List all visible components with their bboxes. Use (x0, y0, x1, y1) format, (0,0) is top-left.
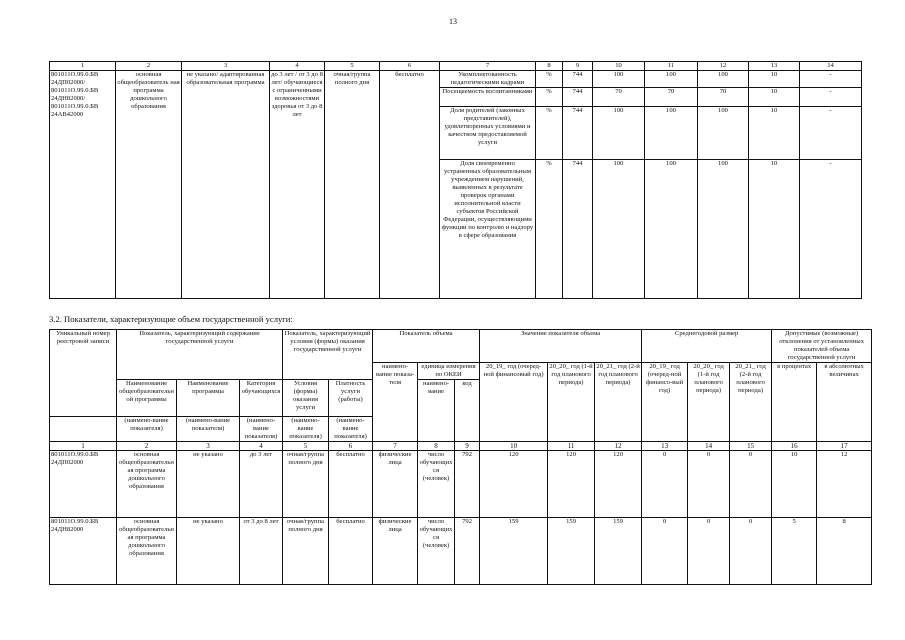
col-number: 1 (50, 442, 117, 451)
column-number-row (50, 442, 872, 451)
indicator-deviation-abs: - (800, 160, 862, 299)
indicator-value-y2: 100 (645, 71, 698, 88)
indicator-deviation: 10 (749, 160, 800, 299)
header-value-y1: 20_19_ год (очеред-ной финансовый год) (480, 363, 548, 442)
condition-form: очная/группа полного дня (325, 71, 380, 299)
header-value: Значение показателя объема (480, 330, 642, 363)
registry-code: 801011О.99.0.БВ 24ДП02000 (50, 451, 117, 518)
volume-indicator: физические лица (373, 451, 418, 518)
value-y1: 159 (480, 518, 548, 585)
header-program-name: Наименование программы (177, 380, 240, 417)
payment: бесплатно (329, 518, 373, 585)
header-indicator-name: (наимено-вание показателя) (240, 417, 283, 442)
col-number: 9 (563, 62, 593, 71)
form: очная/группа полного дня (283, 451, 329, 518)
col-number: 10 (480, 442, 548, 451)
indicator-deviation: 10 (749, 71, 800, 88)
col-number: 12 (698, 62, 749, 71)
avg-y2: 0 (688, 518, 730, 585)
indicator-name: Укомплектованность педагогическими кадрами (440, 71, 536, 88)
page-number: 13 (449, 17, 457, 26)
avg-y1: 0 (642, 451, 688, 518)
indicator-okei: 744 (563, 71, 593, 88)
header-indicator-name: (наимено-вание показателя) (329, 417, 373, 442)
header-okei: единица измерения по ОКЕИ (418, 363, 480, 380)
okei-code: 792 (455, 518, 480, 585)
header-deviation: Допустимые (возможные) отклонения от установленных показателей объема государственной услуги (772, 330, 872, 363)
header-indicator-name: (наимено-вание показателя) (117, 417, 177, 442)
table-row (50, 451, 872, 518)
category: от 3 до 8 лет (240, 518, 283, 585)
col-number: 2 (116, 62, 182, 71)
col-number: 3 (182, 62, 270, 71)
column-number-row (50, 62, 862, 71)
deviation-pct: 5 (772, 518, 817, 585)
table-row (50, 518, 872, 585)
indicator-deviation-abs: - (800, 88, 862, 107)
indicator-unit: % (536, 107, 563, 160)
value-y2: 159 (548, 518, 595, 585)
indicator-unit: % (536, 88, 563, 107)
header-value-y2: 20_20_ год (1-й год планового периода) (548, 363, 595, 442)
avg-y2: 0 (688, 451, 730, 518)
avg-y1: 0 (642, 518, 688, 585)
deviation-abs: 8 (817, 518, 872, 585)
col-number: 17 (817, 442, 872, 451)
header-okei-code: код (455, 380, 480, 442)
indicator-deviation-abs: - (800, 71, 862, 88)
indicator-deviation: 10 (749, 107, 800, 160)
program: основная общеобразовательная программа дошкольного образования (117, 518, 177, 585)
header-form: Условия (формы) оказания услуги (283, 380, 329, 417)
header-content: Показатель, характеризующий содержание государственной услуги (117, 330, 283, 380)
indicator-value-y3: 70 (698, 88, 749, 107)
col-number: 11 (645, 62, 698, 71)
indicator-name: Доля своевременно устраненных образовательным учреждением нарушений, выявленных в результате проверок органами исполнительной власти субъектов Российской Федерации, осуществляющими функции по контролю и надзору в сфере образования (440, 160, 536, 299)
quality-indicators-table (49, 61, 862, 299)
value-y3: 120 (595, 451, 642, 518)
indicator-value-y3: 100 (698, 160, 749, 299)
col-number: 6 (380, 62, 440, 71)
indicator-value-y1: 100 (593, 160, 645, 299)
header-blank (50, 417, 117, 442)
volume-indicator: физические лица (373, 518, 418, 585)
col-number: 4 (270, 62, 325, 71)
registry-code: 801011О.99.0.БВ 24ДН82000 (50, 518, 117, 585)
header-unique-number: Уникальный номер реестровой записи (50, 330, 117, 417)
header-average: Среднегодовой размер (642, 330, 772, 363)
col-number: 5 (325, 62, 380, 71)
table-row (50, 71, 862, 88)
header-okei-name: наимено-вание (418, 380, 455, 442)
condition-payment: бесплатно (380, 71, 440, 299)
header-value-y3: 20_21_ год (2-й год планового периода) (595, 363, 642, 442)
content-category: до 3 лет / от 3 до 8 лет/ обучающиеся с ограниченными возможностями здоровья от 3 до 8 лет (270, 71, 325, 299)
col-number: 15 (730, 442, 772, 451)
indicator-value-y2: 70 (645, 88, 698, 107)
indicator-value-y1: 70 (593, 88, 645, 107)
indicator-okei: 744 (563, 107, 593, 160)
indicator-unit: % (536, 160, 563, 299)
okei-unit: число обучающихся (человек) (418, 451, 455, 518)
col-number: 7 (373, 442, 418, 451)
col-number: 14 (800, 62, 862, 71)
form: очная/группа полного дня (283, 518, 329, 585)
col-number: 14 (688, 442, 730, 451)
value-y1: 120 (480, 451, 548, 518)
header-category: Категория обучающихся (240, 380, 283, 417)
deviation-pct: 10 (772, 451, 817, 518)
indicator-value-y1: 100 (593, 71, 645, 88)
header-deviation-abs: в абсолютных величинах (817, 363, 872, 442)
indicator-deviation: 10 (749, 88, 800, 107)
header-indicator-name: (наимено-вание показателя) (283, 417, 329, 442)
content-program: основная общеобразователь ная программа дошкольного образования (116, 71, 182, 299)
header-payment: Платность услуги (работы) (329, 380, 373, 417)
col-number: 2 (117, 442, 177, 451)
col-number: 9 (455, 442, 480, 451)
payment: бесплатно (329, 451, 373, 518)
col-number: 12 (595, 442, 642, 451)
avg-y3: 0 (730, 451, 772, 518)
col-number: 16 (772, 442, 817, 451)
content-program-name: не указано/ адаптированная образовательная программа (182, 71, 270, 299)
col-number: 3 (177, 442, 240, 451)
col-number: 8 (418, 442, 455, 451)
header-deviation-pct: в процентах (772, 363, 817, 442)
col-number: 6 (329, 442, 373, 451)
indicator-value-y3: 100 (698, 107, 749, 160)
header-program: Наименование общеобразовательной программы (117, 380, 177, 417)
okei-unit: число обучающихся (человек) (418, 518, 455, 585)
indicator-value-y3: 100 (698, 71, 749, 88)
header-condition: Показатель, характеризующий условия (формы) оказания государственной услуги (283, 330, 373, 380)
indicator-value-y1: 100 (593, 107, 645, 160)
header-row (50, 330, 872, 363)
program-name: не указано (177, 451, 240, 518)
category: до 3 лет (240, 451, 283, 518)
indicator-okei: 744 (563, 160, 593, 299)
section-heading: 3.2. Показатели, характеризующие объем государственной услуги: (49, 314, 293, 324)
indicator-value-y2: 100 (645, 107, 698, 160)
indicator-unit: % (536, 71, 563, 88)
indicator-okei: 744 (563, 88, 593, 107)
value-y3: 159 (595, 518, 642, 585)
col-number: 13 (749, 62, 800, 71)
col-number: 5 (283, 442, 329, 451)
col-number: 10 (593, 62, 645, 71)
registry-codes: 801011О.99.0.БВ 24ДП02000/ 801011О.99.0.БВ 24ДН82000/ 801011О.99.0.БВ 24АВ42000 (50, 71, 116, 299)
okei-code: 792 (455, 451, 480, 518)
col-number: 7 (440, 62, 536, 71)
header-avg-y1: 20_19_ год (очеред-ной финансо-вый год) (642, 363, 688, 442)
indicator-name: Посещаемость воспитанниками (440, 88, 536, 107)
indicator-value-y2: 100 (645, 160, 698, 299)
program-name: не указано (177, 518, 240, 585)
header-avg-y3: 20_21_ год (2-й год планового периода) (730, 363, 772, 442)
header-avg-y2: 20_20_ год (1-й год планового периода) (688, 363, 730, 442)
header-volume: Показатель объема (373, 330, 480, 363)
col-number: 11 (548, 442, 595, 451)
header-volume-name: наимено-вание показа-теля (373, 363, 418, 442)
deviation-abs: 12 (817, 451, 872, 518)
program: основная общеобразовательная программа дошкольного образования (117, 451, 177, 518)
indicator-name: Доля родителей (законных представителей), удовлетворенных условиями и качеством предоставляемой услуги (440, 107, 536, 160)
indicator-deviation-abs: - (800, 107, 862, 160)
value-y2: 120 (548, 451, 595, 518)
volume-indicators-table (49, 329, 872, 585)
avg-y3: 0 (730, 518, 772, 585)
col-number: 8 (536, 62, 563, 71)
col-number: 4 (240, 442, 283, 451)
col-number: 1 (50, 62, 116, 71)
header-indicator-name: (наимено-вание показателя) (177, 417, 240, 442)
col-number: 13 (642, 442, 688, 451)
